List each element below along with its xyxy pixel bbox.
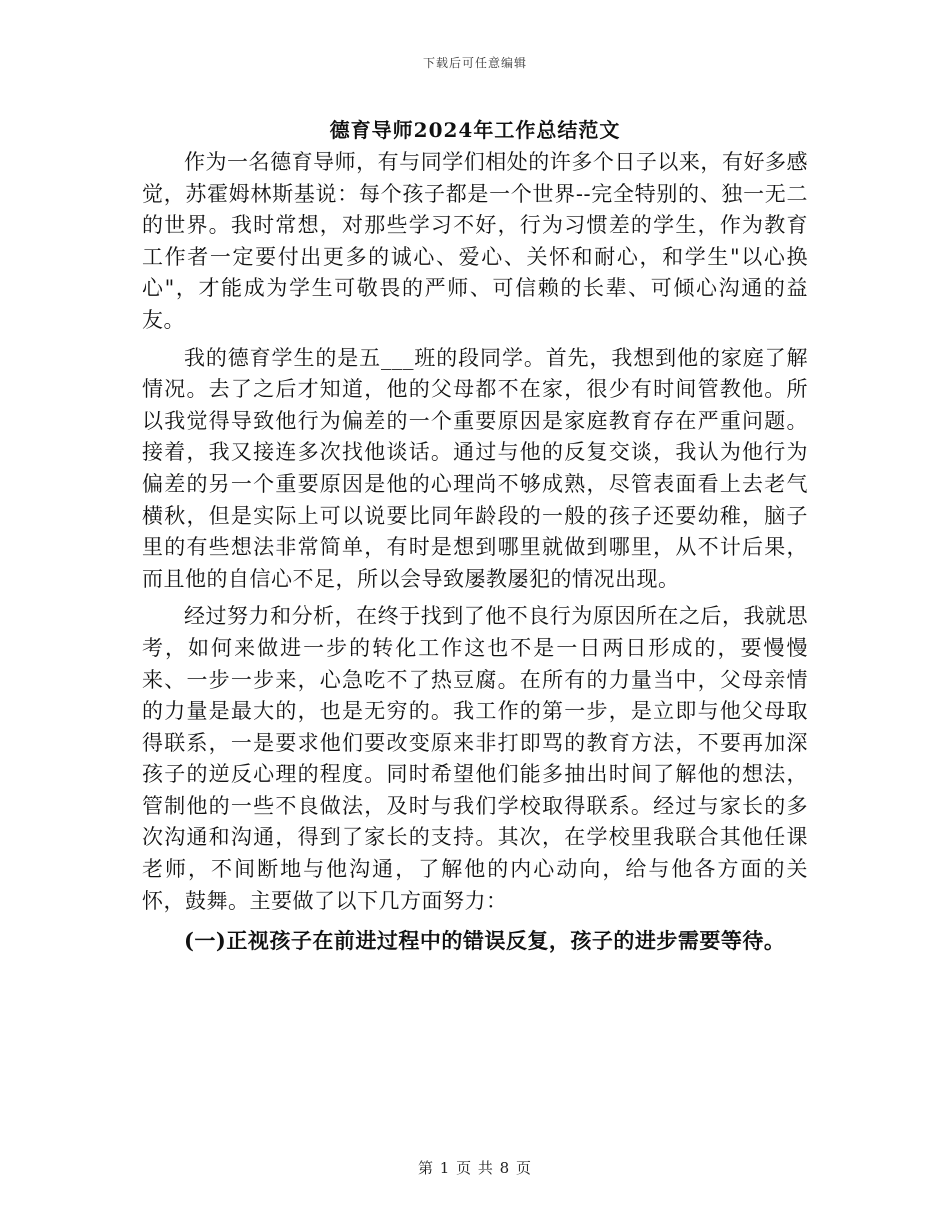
document-title: 德育导师2024年工作总结范文 — [329, 118, 621, 142]
page-number: 第 1 页 共 8 页 — [418, 1159, 532, 1177]
body-paragraph-3: 经过努力和分析，在终于找到了他不良行为原因所在之后，我就思考，如何来做进一步的转化工作这也不是一日两日形成的，要慢慢来、一步一步来，心急吃不了热豆腐。在所有的力量当中，父母亲情的力量是最大的，也是无穷的。我工作的第一步，是立即与他父母取得联系，一是要求他们要改变原来非打即骂的教育方法，不要再加深孩子的逆反心理的程度。同时希望他们能多抽出时间了解他的想法，管制他的一些不良做法，及时与我们学校取得联系。经过与家长的多次沟通和沟通，得到了家长的支持。其次，在学校里我联合其他任课老师，不间断地与他沟通，了解他的内心动向，给与他各方面的关怀，鼓舞。主要做了以下几方面努力： — [142, 604, 808, 913]
document-body — [142, 147, 808, 957]
section-heading: (一)正视孩子在前进过程中的错误反复，孩子的进步需要等待。 — [184, 928, 786, 954]
header-note: 下载后可任意编辑 — [422, 56, 527, 70]
body-paragraph-1: 作为一名德育导师，有与同学们相处的许多个日子以来，有好多感觉，苏霍姆林斯基说：每个孩子都是一个世界--完全特别的、独一无二的世界。我时常想，对那些学习不好，行为习惯差的学生，作为教育工作者一定要付出更多的诚心、爱心、关怀和耐心，和学生"以心换心"，才能成为学生可敬畏的严师、可信赖的长辈、可倾心沟通的益友。 — [142, 150, 808, 332]
body-paragraph-2: 我的德育学生的是五___班的段同学。首先，我想到他的家庭了解情况。去了之后才知道，他的父母都不在家，很少有时间管教他。所以我觉得导致他行为偏差的一个重要原因是家庭教育存在严重问题。接着，我又接连多次找他谈话。通过与他的反复交谈，我认为他行为偏差的另一个重要原因是他的心理尚不够成熟，尽管表面看上去老气横秋，但是实际上可以说要比同年龄段的一般的孩子还要幼稚，脑子里的有些想法非常简单，有时是想到哪里就做到哪里，从不计后果，而且他的自信心不足，所以会导致屡教屡犯的情况出现。 — [142, 345, 808, 591]
